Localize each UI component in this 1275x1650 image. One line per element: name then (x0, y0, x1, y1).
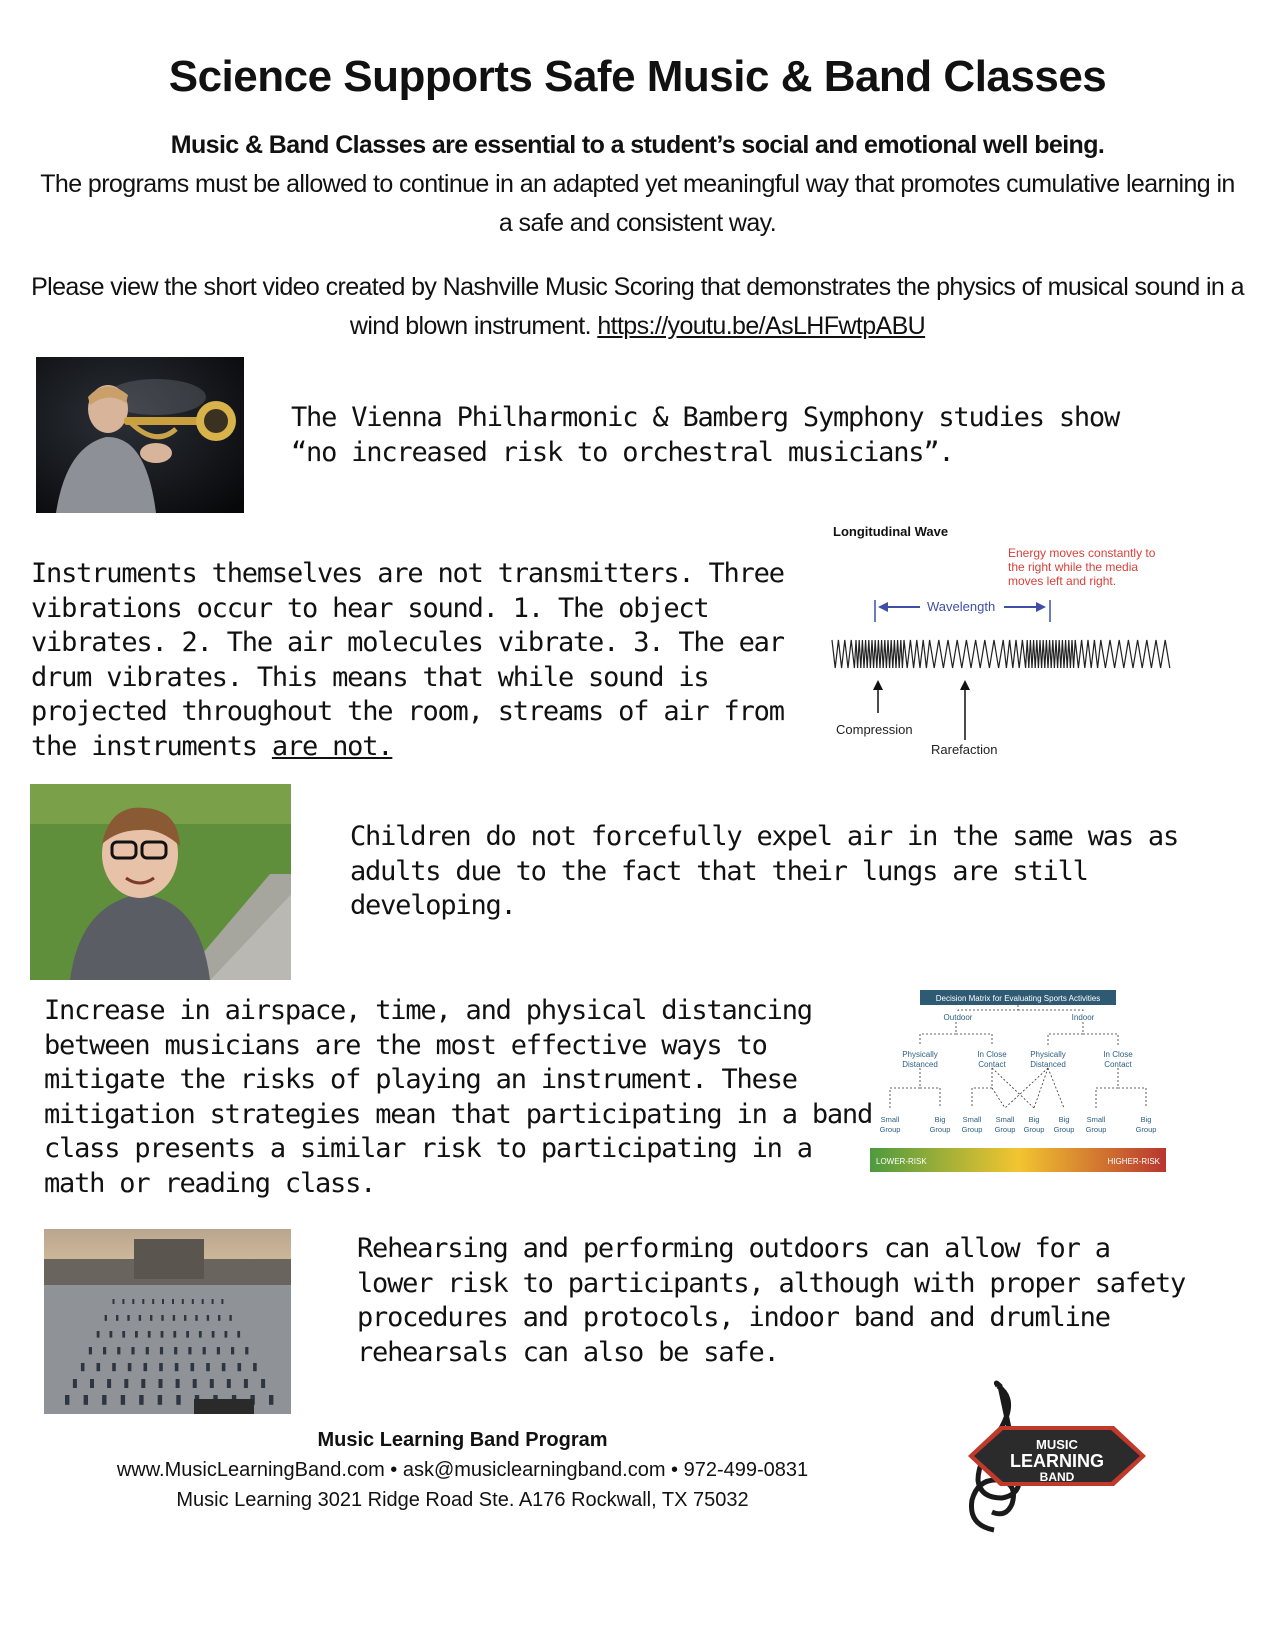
children-text: Children do not forcefully expel air in the same was as adults due to the fact that their lungs are still developing. (350, 821, 1179, 921)
matrix-physically-2: Physically (1030, 1050, 1066, 1059)
intro-line: The programs must be allowed to continue in an adapted yet meaningful way that promotes cumulative learning in a safe and consistent way. (40, 170, 1235, 237)
matrix-small-4: Small (1086, 1115, 1106, 1124)
logo-line1: MUSIC (1036, 1437, 1078, 1452)
matrix-big-1: Big (934, 1115, 946, 1124)
matrix-outdoor: Outdoor (943, 1013, 973, 1022)
instruments-text-underlined: are not. (271, 730, 393, 762)
higher-risk-label: HIGHER-RISK (1107, 1157, 1160, 1166)
matrix-big-3: Big (1058, 1115, 1070, 1124)
wave-line (832, 640, 1170, 668)
decision-matrix-diagram (868, 988, 1168, 1174)
footer (60, 1425, 865, 1515)
page-title: Science Supports Safe Music & Band Classes (168, 52, 1107, 101)
instruments-text-main: Instruments themselves are not transmitters. Three vibrations occur to hear sound. 1. The object vibrates. 2. The air molecules vibrate. 3. The ear drum vibrates. This means that while sound is projected throughout the room, streams of air from the instruments (31, 558, 784, 762)
logo-line2: LEARNING (1010, 1451, 1104, 1471)
intro-block (40, 126, 1235, 243)
matrix-in-close-2: In Close (1103, 1050, 1133, 1059)
child-photo (30, 784, 291, 980)
matrix-distanced-2: Distanced (1030, 1060, 1066, 1069)
matrix-title: Decision Matrix for Evaluating Sports Activities (935, 994, 1101, 1003)
matrix-distanced-1: Distanced (902, 1060, 938, 1069)
intro-bold-line: Music & Band Classes are essential to a student’s social and emotional well being. (170, 131, 1105, 159)
matrix-indoor: Indoor (1071, 1013, 1095, 1022)
wave-note-line2: the right while the media (1008, 560, 1139, 574)
matrix-physically-1: Physically (902, 1050, 938, 1059)
matrix-small-1: Small (880, 1115, 900, 1124)
rarefaction-label: Rarefaction (931, 742, 998, 757)
matrix-group-7: Group (1085, 1125, 1107, 1134)
matrix-group-1: Group (879, 1125, 901, 1134)
footer-contact: www.MusicLearningBand.com • ask@musiclearningband.com • 972-499-0831 (116, 1459, 809, 1481)
outdoor-rehearsal-photo (44, 1229, 291, 1414)
music-learning-logo (938, 1380, 1153, 1535)
matrix-group-2: Group (929, 1125, 951, 1134)
footer-org: Music Learning Band Program (317, 1429, 608, 1451)
outdoors-text: Rehearsing and performing outdoors can allow for a lower risk to participants, although with proper safety procedures and protocols, indoor band and drumline rehearsals can also be safe. (357, 1233, 1186, 1368)
matrix-group-8: Group (1135, 1125, 1157, 1134)
lower-risk-label: LOWER-RISK (876, 1157, 927, 1166)
matrix-big-4: Big (1140, 1115, 1152, 1124)
wave-note-line1: Energy moves constantly to (1008, 546, 1156, 560)
video-link[interactable]: https://youtu.be/AsLHFwtpABU (597, 312, 926, 340)
matrix-big-2: Big (1028, 1115, 1040, 1124)
vienna-text: The Vienna Philharmonic & Bamberg Symphony studies show “no increased risk to orchestral musicians”. (291, 402, 1120, 468)
matrix-group-3: Group (961, 1125, 983, 1134)
footer-address: Music Learning 3021 Ridge Road Ste. A176 Rockwall, TX 75032 (176, 1489, 749, 1511)
matrix-in-close-1: In Close (977, 1050, 1007, 1059)
matrix-contact-2: Contact (1104, 1060, 1132, 1069)
distancing-text: Increase in airspace, time, and physical distancing between musicians are the most effective ways to mitigate the risks of playing an instrument. These mitigation strategies mean that participating in a band class presents a similar risk to participating in a math or reading class. (44, 995, 873, 1199)
matrix-group-5: Group (1023, 1125, 1045, 1134)
video-text: Please view the short video created by Nashville Music Scoring that demonstrates the physics of musical sound in a wind blown instrument. (31, 273, 1244, 340)
matrix-small-2: Small (962, 1115, 982, 1124)
longitudinal-wave-diagram (828, 518, 1178, 763)
instruments-text (31, 557, 826, 764)
matrix-group-6: Group (1053, 1125, 1075, 1134)
logo-line3: BAND (1039, 1470, 1075, 1484)
matrix-small-3: Small (995, 1115, 1015, 1124)
wave-note-line3: moves left and right. (1008, 574, 1117, 588)
wave-title: Longitudinal Wave (833, 524, 949, 539)
compression-label: Compression (836, 722, 913, 737)
video-paragraph (30, 268, 1245, 346)
wavelength-label: Wavelength (927, 599, 996, 614)
trumpet-player-photo (36, 357, 244, 513)
matrix-contact-1: Contact (978, 1060, 1006, 1069)
matrix-group-4: Group (994, 1125, 1016, 1134)
